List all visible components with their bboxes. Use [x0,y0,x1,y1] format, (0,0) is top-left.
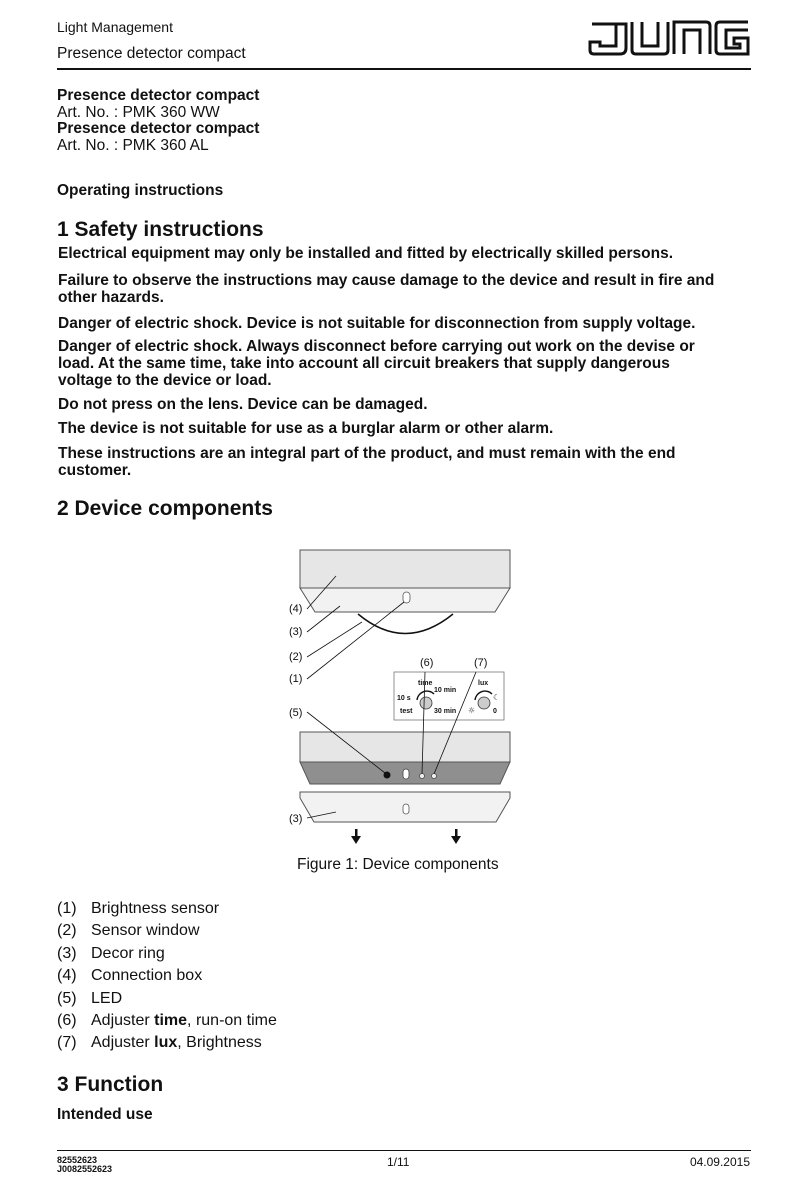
sun-icon: ☼ [468,706,476,715]
device-components-figure [270,548,530,848]
footer-rule [57,1150,751,1151]
dial-time-min: 10 s [397,695,411,702]
safety-line: These instructions are an integral part of the product, and must remain with the end [58,445,676,462]
callout-3b: (3) [289,813,303,825]
callout-6: (6) [420,657,434,669]
dial-time-max1: 10 min [434,687,457,694]
dial-time-max2: 30 min [434,708,457,715]
footer-code-2: J0082552623 [57,1164,113,1174]
moon-icon: ☾ [493,693,501,702]
page-number: 1/11 [387,1155,410,1169]
list-item: (3) Decor ring [57,944,165,962]
header-category: Light Management [57,19,173,35]
dial-lux-label: lux [478,680,489,687]
safety-line: Electrical equipment may only be installed and fitted by electrically skilled persons. [58,245,674,262]
down-arrow-icons [351,829,461,844]
callout-1: (1) [289,673,303,685]
safety-line: Danger of electric shock. Always disconnect before carrying out work on the devise or [58,338,695,355]
footer-code-1: 82552623 [57,1155,98,1165]
article-number-2: Art. No. : PMK 360 AL [57,137,209,154]
footer-date: 04.09.2015 [689,1155,750,1169]
dial-lux-zero: 0 [493,708,497,715]
callout-2: (2) [289,651,303,663]
list-item: (4) Connection box [57,967,203,985]
article-number-1: Art. No. : PMK 360 WW [57,104,220,121]
list-item: (1) Brightness sensor [57,900,220,917]
figure-caption: Figure 1: Device components [297,856,499,873]
section1-heading: 1 Safety instructions [57,218,264,241]
list-item: (5) LED [57,989,123,1007]
header-title: Presence detector compact [57,45,246,62]
callout-3: (3) [289,626,303,638]
time-dial-knob [420,697,432,709]
product-name-1: Presence detector compact [57,87,260,104]
safety-line: customer. [58,462,132,479]
list-item: (2) Sensor window [57,922,200,940]
safety-line: The device is not suitable for use as a burglar alarm or other alarm. [58,420,554,437]
callout-5: (5) [289,707,303,719]
section3-subheading: Intended use [57,1106,153,1123]
component-list [57,900,277,1057]
safety-line: Do not press on the lens. Device can be damaged. [58,396,428,413]
jung-logo [588,18,751,58]
callout-7: (7) [474,657,488,669]
section3-heading: 3 Function [57,1073,164,1096]
safety-line: Danger of electric shock. Device is not suitable for disconnection from supply voltage. [58,315,696,332]
dial-time-label: time [418,680,433,687]
callout-4: (4) [289,603,303,615]
header-rule [57,68,751,70]
doc-type: Operating instructions [57,182,224,199]
list-item: (6) Adjuster time , run-on time [57,1011,277,1029]
list-item: (7) Adjuster lux , Brightness [57,1034,262,1052]
safety-line: Failure to observe the instructions may cause damage to the device and result in fire and [58,272,715,289]
dial-time-test: test [400,708,413,715]
lux-dial-knob [478,697,490,709]
safety-line: load. At the same time, take into account all circuit breakers that supply dangerous [58,355,670,372]
safety-line: other hazards. [58,289,164,306]
safety-line: voltage to the device or load. [58,372,272,389]
section2-heading: 2 Device components [57,497,273,520]
product-name-2: Presence detector compact [57,120,260,137]
